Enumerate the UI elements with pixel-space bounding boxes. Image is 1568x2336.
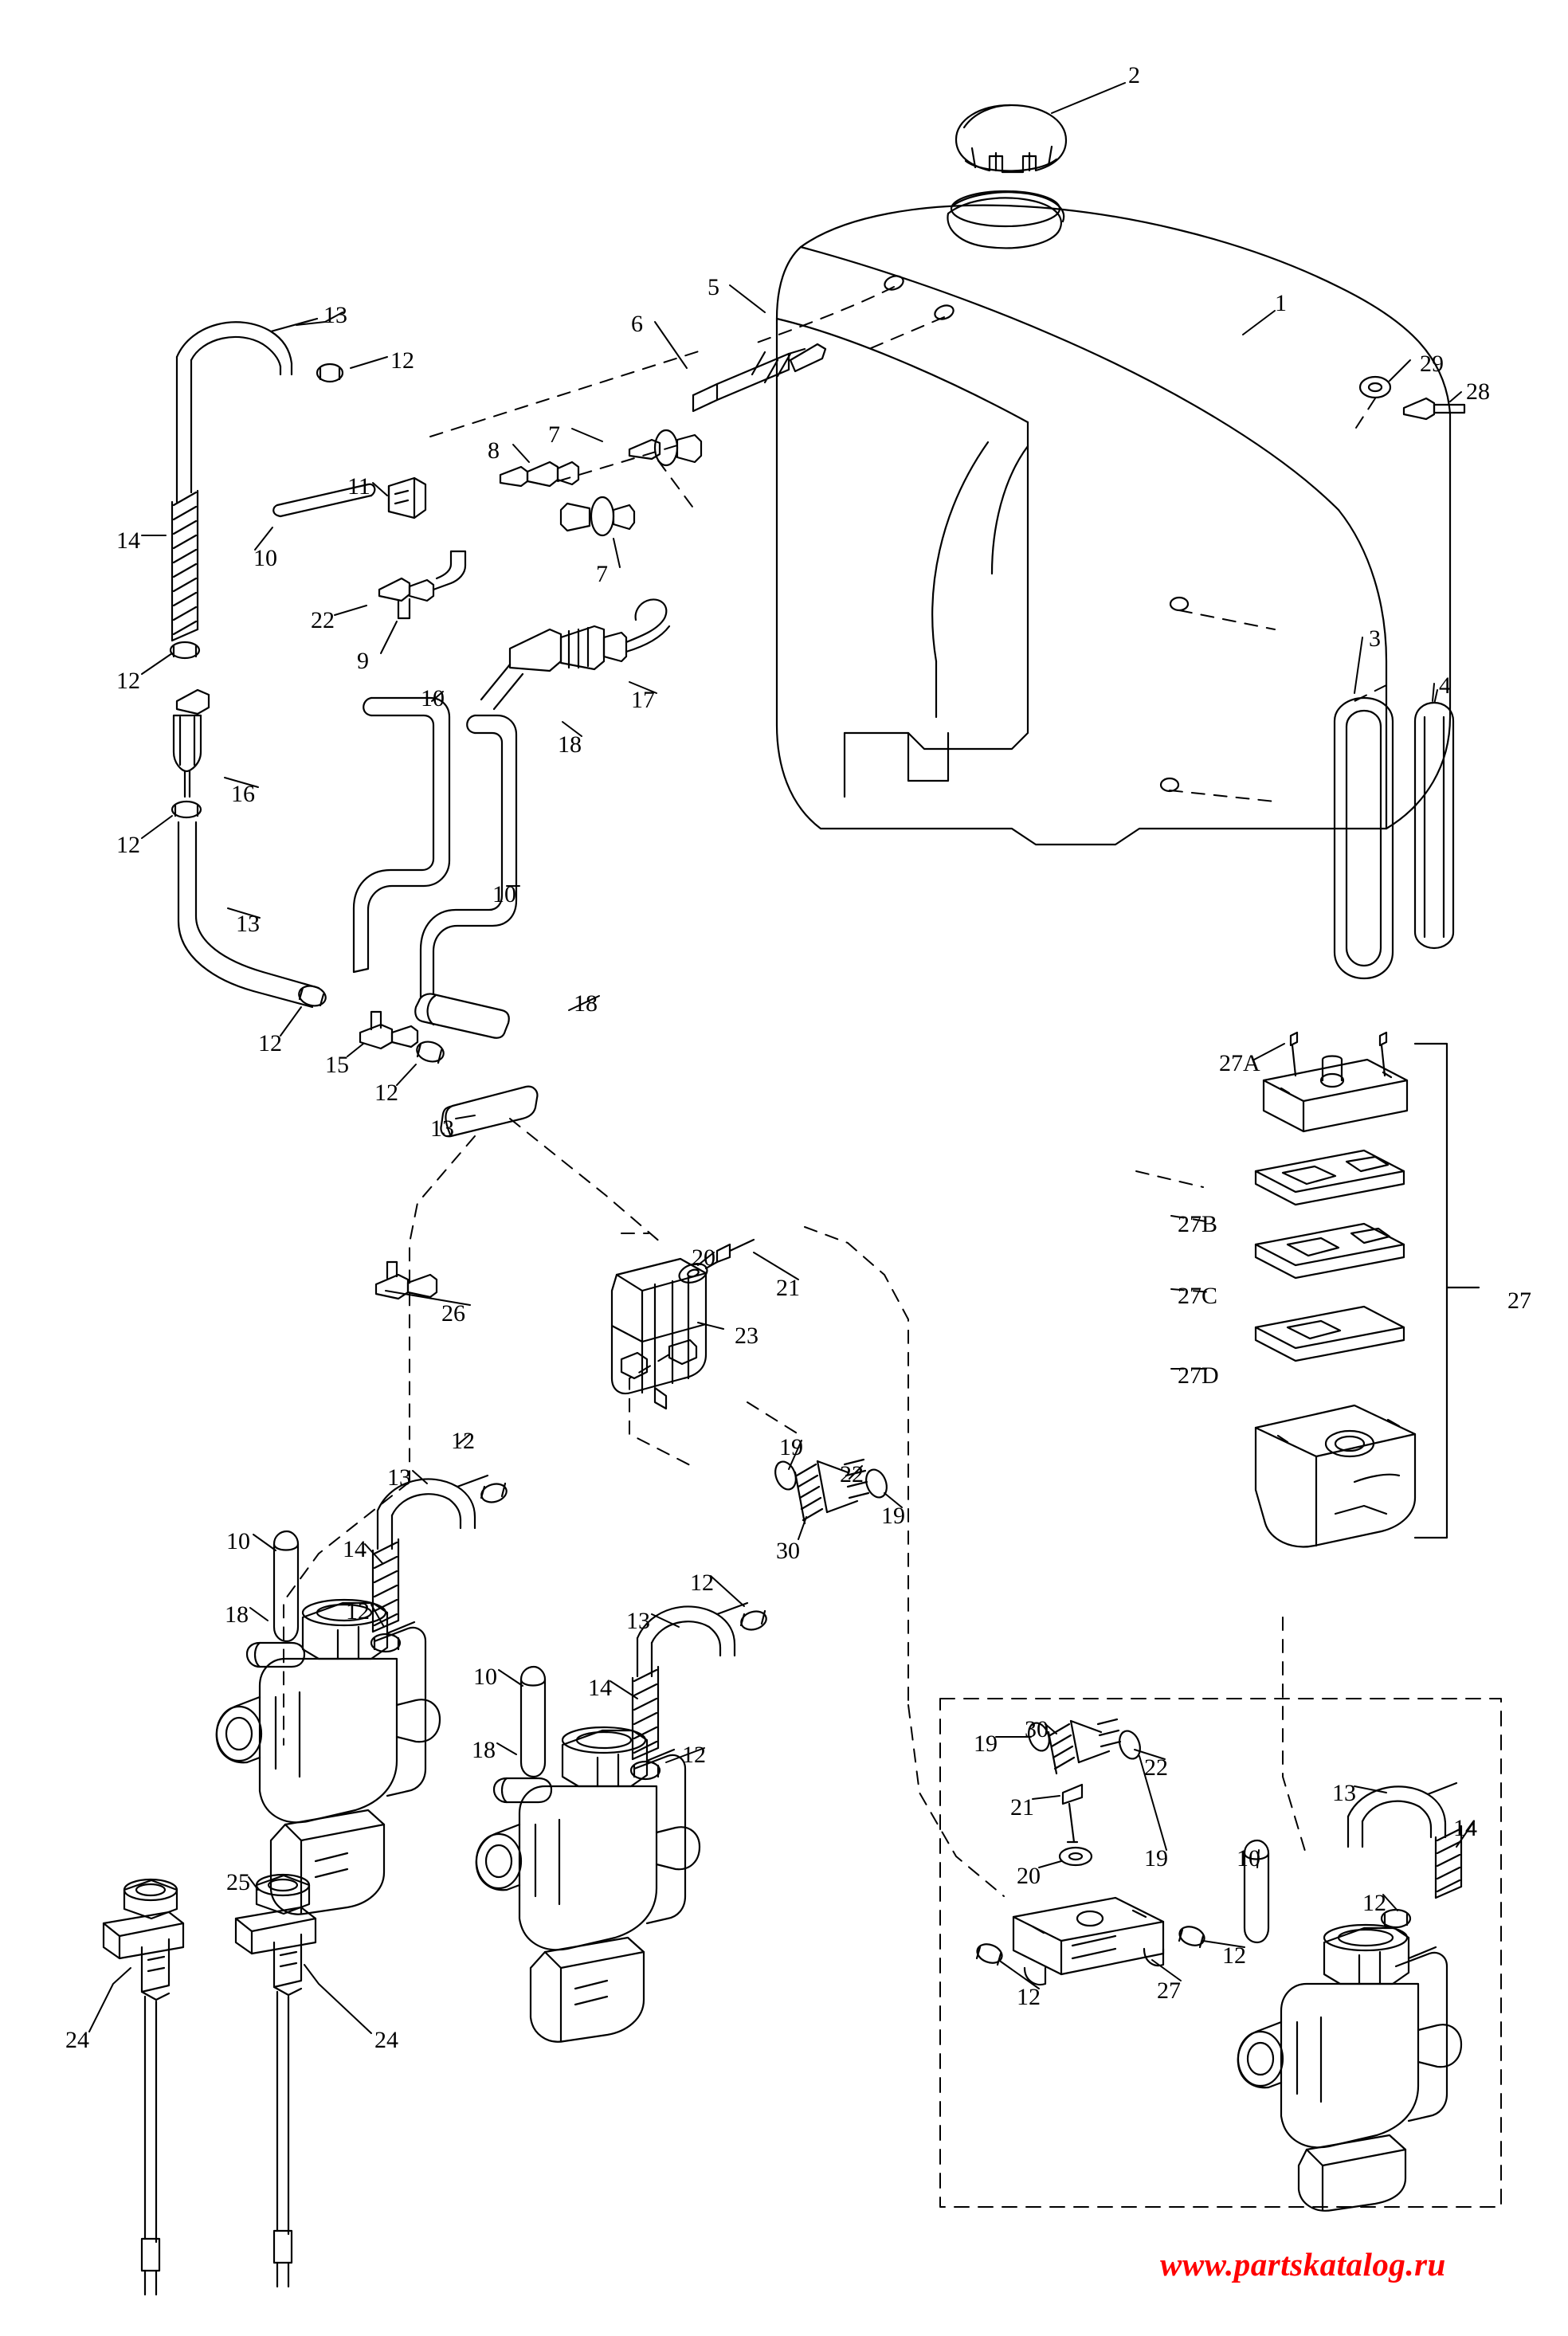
clamp-12-spring-bottom: [171, 642, 199, 658]
callout-21: 21: [1010, 1794, 1034, 1821]
callout-26: 26: [441, 1300, 465, 1327]
primer-17: [510, 599, 669, 671]
callout-12: 12: [682, 1742, 706, 1768]
callout-27B: 27B: [1178, 1211, 1218, 1237]
clamp-12-upper-left: [317, 364, 343, 382]
callout-10: 10: [1237, 1845, 1260, 1872]
hose-13-middle-carb: [637, 1603, 747, 1676]
callout-22: 22: [311, 607, 335, 633]
callout-22: 22: [1144, 1754, 1168, 1781]
clamp-19-upper: [772, 1459, 800, 1492]
tool-24-right: [236, 1907, 316, 2287]
spring-14-upper: [172, 491, 198, 641]
callout-4: 4: [1439, 672, 1451, 699]
hose-18-primer: [481, 664, 523, 709]
callout-12: 12: [690, 1570, 714, 1596]
callout-11: 11: [347, 473, 370, 500]
callout-12: 12: [1017, 1984, 1041, 2010]
callout-25: 25: [226, 1869, 250, 1895]
callout-14: 14: [116, 527, 140, 554]
callout-24: 24: [374, 2027, 398, 2053]
callout-15: 15: [325, 1052, 349, 1078]
callout-12: 12: [1222, 1942, 1246, 1969]
fuel-tank-body: [777, 191, 1450, 845]
callout-12: 12: [116, 668, 140, 694]
clamp-12-lower-box-left: [974, 1941, 1005, 1966]
callout-10: 10: [226, 1528, 250, 1554]
callout-21: 21: [776, 1275, 800, 1301]
watermark-partskatalog: www.partskatalog.ru: [1160, 2246, 1446, 2283]
callout-24: 24: [65, 2027, 89, 2053]
callout-19: 19: [974, 1730, 998, 1757]
callout-7: 7: [548, 421, 560, 448]
hose-10-right-u: [421, 715, 516, 998]
bracket-27: [1415, 1044, 1479, 1538]
valve-7-upper: [629, 430, 701, 465]
callout-13: 13: [323, 302, 347, 328]
tee-26: [376, 1262, 437, 1299]
callout-12: 12: [451, 1428, 475, 1454]
hose-18-left: [247, 1643, 304, 1667]
callout-1: 1: [1275, 290, 1287, 316]
callout-28: 28: [1466, 378, 1490, 405]
screw-21-lower: [1063, 1785, 1082, 1842]
carburetor-middle: [476, 1727, 700, 2042]
callout-3: 3: [1369, 625, 1381, 652]
fitting-6: [693, 344, 825, 411]
callout-19: 19: [881, 1503, 905, 1529]
hose-13-short: [441, 1087, 538, 1137]
callout-13: 13: [1332, 1780, 1356, 1806]
callout-18: 18: [574, 990, 598, 1017]
hose-10-left-u: [354, 698, 449, 972]
callout-19: 19: [779, 1434, 803, 1460]
pump-plate-27-boxed: [1013, 1898, 1163, 1985]
callout-27C: 27C: [1178, 1283, 1218, 1309]
hose-13-right-carb: [1348, 1783, 1456, 1847]
callout-27: 27: [1157, 1977, 1181, 2004]
tool-24-left: [104, 1912, 183, 2295]
callout-18: 18: [558, 731, 582, 758]
carb-kit-27: [1256, 1033, 1415, 1546]
hose-10-middle-vertical: [521, 1667, 545, 1777]
fuel-cap: [956, 105, 1066, 172]
spring-14-middle-carb: [633, 1667, 658, 1759]
callout-13: 13: [236, 911, 260, 937]
callout-13: 13: [387, 1464, 411, 1491]
callout-14: 14: [588, 1675, 612, 1701]
callout-10: 10: [421, 685, 445, 711]
hose-18-lower: [415, 994, 508, 1037]
spring-14-left-carb: [373, 1539, 398, 1632]
callout-12: 12: [346, 1598, 370, 1625]
callout-10: 10: [473, 1664, 497, 1690]
valve-7-lower: [561, 497, 634, 535]
fuel-pump-23: [612, 1259, 706, 1409]
callout-27: 27: [1507, 1288, 1531, 1314]
tank-strap-3: [1335, 698, 1393, 978]
hose-13-upper-left: [177, 319, 317, 502]
carburetor-right: [1238, 1925, 1461, 2211]
callout-30: 30: [1025, 1716, 1049, 1742]
callout-19: 19: [1144, 1845, 1168, 1872]
callout-27D: 27D: [1178, 1362, 1219, 1389]
callout-7: 7: [596, 561, 608, 587]
callout-14: 14: [1453, 1815, 1477, 1841]
spring-30-lower: [1049, 1719, 1120, 1774]
callout-16: 16: [231, 781, 255, 807]
clamp-12-lower-box-right: [1177, 1923, 1207, 1949]
clamp-12-tee: [414, 1039, 445, 1064]
fuel-filter-16: [174, 690, 209, 797]
callout-12: 12: [1362, 1890, 1386, 1916]
clamp-12-left-carb-top: [480, 1481, 509, 1505]
bolt-28: [1404, 398, 1464, 419]
callout-12: 12: [116, 832, 140, 858]
callout-23: 23: [735, 1323, 759, 1349]
tee-fitting-15: [360, 1012, 417, 1048]
clamp-11: [389, 478, 425, 518]
clamp-12-middle-top: [739, 1609, 769, 1632]
callout-12: 12: [390, 347, 414, 374]
callout-5: 5: [708, 274, 719, 300]
callout-30: 30: [776, 1538, 800, 1564]
callout-14: 14: [343, 1536, 367, 1562]
callout-18: 18: [225, 1601, 249, 1628]
callout-13: 13: [430, 1115, 454, 1142]
callout-29: 29: [1420, 351, 1444, 377]
callout-27A: 27A: [1219, 1050, 1260, 1076]
callout-22: 22: [840, 1461, 864, 1487]
callout-2: 2: [1128, 62, 1140, 88]
callout-8: 8: [488, 437, 500, 464]
nipple-9: [379, 551, 465, 618]
callout-12: 12: [258, 1030, 282, 1056]
callout-12: 12: [374, 1080, 398, 1106]
callout-9: 9: [357, 648, 369, 674]
callout-18: 18: [472, 1737, 496, 1763]
valve-8: [500, 462, 578, 486]
callout-13: 13: [626, 1608, 650, 1634]
callout-10: 10: [492, 881, 516, 907]
callout-10: 10: [253, 545, 277, 571]
callout-6: 6: [631, 311, 643, 337]
washer-20-lower: [1060, 1848, 1092, 1865]
callout-20: 20: [692, 1244, 715, 1271]
clamp-12-filter: [172, 802, 201, 817]
washer-29: [1360, 377, 1390, 398]
callout-20: 20: [1017, 1863, 1041, 1889]
callout-17: 17: [631, 687, 655, 713]
